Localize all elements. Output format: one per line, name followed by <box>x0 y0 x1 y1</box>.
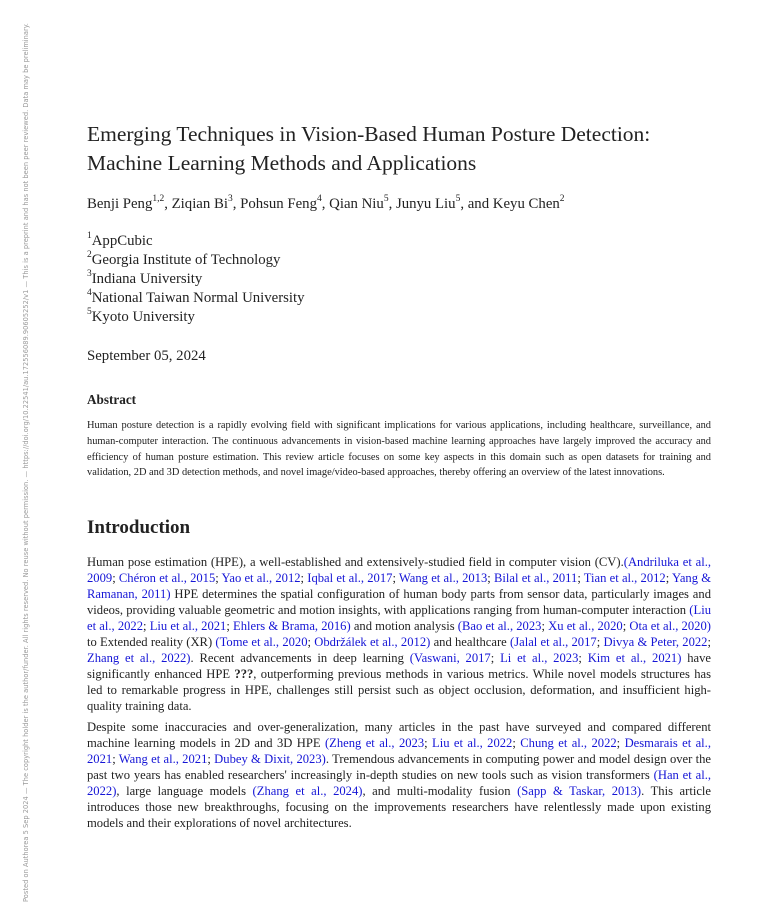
citation-link[interactable]: (Jalal et al., 2017 <box>510 635 597 650</box>
citation-text: Ehlers & Brama, 2016 <box>233 619 347 634</box>
citation-text: Yao et al., 2012 <box>221 571 301 586</box>
citation-link[interactable]: (Vaswani, 2017 <box>409 651 491 666</box>
author-name: Benji Peng <box>87 196 153 212</box>
body-text: ; <box>490 651 501 666</box>
author-name: Qian Niu <box>329 196 384 212</box>
citation-link[interactable] <box>520 736 616 750</box>
body-text: Human pose estimation (HPE), a well-established and extensively-studied field in computer vision (CV). <box>87 555 624 570</box>
citation-text: Sapp & Taskar, 2013 <box>521 784 637 799</box>
affiliation-marker: 4 <box>87 288 92 299</box>
introduction-body <box>87 554 711 831</box>
body-text: . Recent advancements in deep learning <box>190 651 410 666</box>
publication-date: September 05, 2024 <box>87 348 206 364</box>
body-text: ; <box>215 571 222 586</box>
affiliation-line <box>87 308 711 327</box>
citation-link[interactable]: (Bao et al., 2023 <box>457 619 542 634</box>
citation-text: Zhang et al., 2024 <box>256 784 359 799</box>
citation-link[interactable]: (Tome et al., 2020 <box>215 635 308 650</box>
affiliation-line <box>87 232 711 251</box>
author-affiliation-marker: 2 <box>559 194 565 205</box>
abstract-text: Human posture detection is a rapidly evolving field with significant implications for various applications, including healthcare, surveillance, and human-computer interaction. The continuous advancements in vision-based machine learning approaches have largely improved the accuracy and efficiency of human posture estimation. This review article focuses on some key aspects in this domain such as open datasets for training and validation, 2D and 3D detection methods, and novel image/video-based approaches, thereby offering an overview of the latest innovations. <box>87 420 711 479</box>
author <box>396 196 460 212</box>
body-text: ; <box>622 619 630 634</box>
citation-link[interactable]: Yang & Ramanan, 2011) <box>87 571 712 602</box>
citation-text: Tian et al., 2012 <box>583 571 666 586</box>
citation-link[interactable]: (Zheng et al., 2023 <box>324 736 425 751</box>
body-text: ; <box>707 635 711 650</box>
body-text: , large language models <box>116 784 253 799</box>
citation-text: Divya & Peter, 2022 <box>603 635 708 650</box>
affiliation-name: AppCubic <box>91 233 153 249</box>
citation-text: Bilal et al., 2011 <box>494 571 578 586</box>
citation-text: Zhang et al., 2022 <box>87 651 187 666</box>
citation-link[interactable] <box>500 651 578 665</box>
citation-text: Tome et al., 2020 <box>219 635 308 650</box>
body-text: have significantly enhanced HPE <box>87 651 712 682</box>
introduction-heading: Introduction <box>87 517 191 539</box>
author-affiliation-marker: 3 <box>227 194 233 205</box>
body-paragraph <box>87 554 711 714</box>
citation-text: Chéron et al., 2015 <box>118 571 216 586</box>
citation-text: Wang et al., 2013 <box>398 571 488 586</box>
body-text: , outperforming previous methods in various metrics. While novel models structures has led to remarkable progress in HPE, challenges still persist such as object occlusion, deformation, and insufficient high-quality training data. <box>87 667 712 714</box>
author-name: Junyu Liu <box>395 196 456 212</box>
citation-link[interactable] <box>584 571 666 585</box>
citation-text: Liu et al., 2022 <box>87 603 711 634</box>
citation-text: Wang et al., 2021 <box>118 752 208 767</box>
affiliation-line <box>87 270 711 289</box>
affiliation-marker: 5 <box>87 307 92 318</box>
body-text: and motion analysis <box>350 619 458 634</box>
citation-text: Desmarais et al., 2021 <box>87 736 711 767</box>
citation-link[interactable]: (Liu et al., 2022 <box>87 603 711 634</box>
affiliation-list <box>87 232 711 327</box>
citation-link[interactable] <box>494 571 577 585</box>
citation-link[interactable] <box>119 752 208 766</box>
body-text: . Tremendous advancements in computing power and model design over the past two years has enabled researchers' increasingly in-depth studies on new tools such as vision transformers <box>87 752 712 783</box>
citation-text: Obdržálek et al., 2012 <box>314 635 427 650</box>
paper-page <box>87 120 711 836</box>
citation-text: Vaswani, 2017 <box>413 651 491 666</box>
citation-text: Chung et al., 2022 <box>520 736 617 751</box>
author <box>172 196 233 212</box>
body-text: ; <box>300 571 308 586</box>
body-text: Despite some inaccuracies and over-generalization, many articles in the past have surveyed and compared different machine learning models in 2D and 3D HPE <box>87 720 711 751</box>
author-name: Ziqian Bi <box>171 196 228 212</box>
body-text: ; <box>112 571 119 586</box>
author-affiliation-marker: 4 <box>316 194 322 205</box>
affiliation-marker: 2 <box>87 250 92 261</box>
affiliation-name: National Taiwan Normal University <box>91 290 305 306</box>
author-affiliation-marker: 5 <box>383 194 389 205</box>
citation-link[interactable] <box>150 619 227 633</box>
author-list: Benji Peng$^{1,2}$, Ziqian Bi$^3$, Pohsun Feng$^4$, Qian Niu$^5$, Junyu Liu$^5$, and Keyu Chen$^2$ <box>87 194 565 212</box>
body-text: to Extended reality (XR) <box>87 635 216 650</box>
affiliation-name: Kyoto University <box>91 309 195 325</box>
author <box>493 196 565 212</box>
unresolved-citation: ??? <box>234 667 254 682</box>
body-text: ; <box>596 635 604 650</box>
paper-title <box>87 120 711 178</box>
affiliation-marker: 1 <box>87 231 92 242</box>
citation-link[interactable] <box>399 571 487 585</box>
author <box>240 196 322 212</box>
body-text: ; <box>112 752 119 767</box>
citation-link[interactable]: Obdržálek et al., 2012) <box>314 635 431 650</box>
citation-text: Iqbal et al., 2017 <box>307 571 393 586</box>
author-name: Pohsun Feng <box>240 196 317 212</box>
citation-text: Li et al., 2023 <box>500 651 579 666</box>
citation-text: Dubey & Dixit, 2023 <box>214 752 322 767</box>
affiliation-line <box>87 251 711 270</box>
author-name: Keyu Chen <box>492 196 560 212</box>
title-line-2: Machine Learning Methods and Applications <box>87 151 477 175</box>
citation-text: Han et al., 2022 <box>87 768 711 799</box>
affiliation-line <box>87 289 711 308</box>
affiliation-name: Indiana University <box>91 271 203 287</box>
body-text: and healthcare <box>430 635 510 650</box>
citation-link[interactable] <box>119 571 215 585</box>
citation-link[interactable]: (Han et al., 2022) <box>87 768 711 799</box>
abstract-heading: Abstract <box>87 392 137 407</box>
body-text: ; <box>226 619 234 634</box>
author <box>87 196 164 212</box>
citation-link[interactable]: Ota et al., 2020) <box>629 619 711 634</box>
body-text: . This article introduces those new breakthroughs, focusing on the improvements researchers have relentlessly made upon existing models and their explorations of novel architectures. <box>87 784 712 831</box>
body-text: ; <box>143 619 150 634</box>
citation-link[interactable] <box>307 571 392 585</box>
body-text: ; <box>487 571 494 586</box>
author <box>329 196 388 212</box>
body-text: ; <box>578 651 588 666</box>
citation-text: Yang & Ramanan, 2011 <box>87 571 712 602</box>
body-text: HPE determines the spatial configuration of human body parts from sensor data, particularly images and videos, providing valuable geometric and motion insights, with applications ranging from human-computer interaction <box>87 587 711 618</box>
body-paragraph <box>87 719 711 831</box>
citation-text: Liu et al., 2022 <box>432 736 513 751</box>
citation-text: Liu et al., 2021 <box>149 619 227 634</box>
citation-link[interactable]: (Sapp & Taskar, 2013) <box>517 784 642 799</box>
citation-link[interactable]: Kim et al., 2021) <box>587 651 682 666</box>
citation-text: Jalal et al., 2017 <box>514 635 597 650</box>
body-text: ; <box>577 571 584 586</box>
citation-link[interactable] <box>432 736 512 750</box>
citation-link[interactable]: (Andriluka et al., 2009 <box>87 555 711 586</box>
body-text: ; <box>392 571 399 586</box>
citation-text: Andriluka et al., 2009 <box>87 555 711 586</box>
citation-link[interactable]: Dubey & Dixit, 2023) <box>214 752 326 767</box>
body-text: ; <box>512 736 521 751</box>
body-text: , and multi-modality fusion <box>362 784 518 799</box>
citation-link[interactable]: (Zhang et al., 2024) <box>252 784 363 799</box>
citation-text: Ota et al., 2020 <box>629 619 707 634</box>
body-text: ; <box>207 752 215 767</box>
citation-link[interactable]: Zhang et al., 2022) <box>87 651 191 666</box>
citation-text: Xu et al., 2020 <box>548 619 623 634</box>
author-affiliation-marker: 1,2 <box>152 194 165 205</box>
body-text: ; <box>541 619 549 634</box>
body-text: ; <box>616 736 625 751</box>
affiliation-name: Georgia Institute of Technology <box>91 252 281 268</box>
citation-text: Kim et al., 2021 <box>587 651 678 666</box>
citation-text: Zheng et al., 2023 <box>329 736 425 751</box>
citation-link[interactable] <box>548 619 623 633</box>
title-line-1: Emerging Techniques in Vision-Based Human Posture Detection: <box>87 122 651 146</box>
affiliation-marker: 3 <box>87 269 92 280</box>
body-text: ; <box>424 736 433 751</box>
citation-text: Bao et al., 2023 <box>461 619 542 634</box>
preprint-side-stamp: Posted on Authorea 5 Sep 2024 — The copyright holder is the author/funder. All rights reserved. No reuse without permission. — https://doi.org/10.22541/au.172556089.90605252/v1 — This is a preprint and has not been peer reviewed. Data may be preliminary. <box>22 23 30 902</box>
author-affiliation-marker: 5 <box>455 194 461 205</box>
citation-link[interactable] <box>222 571 301 585</box>
citation-link[interactable]: Ehlers & Brama, 2016) <box>233 619 351 634</box>
body-text: ; <box>307 635 315 650</box>
body-text: ; <box>665 571 672 586</box>
citation-link[interactable] <box>603 635 707 649</box>
